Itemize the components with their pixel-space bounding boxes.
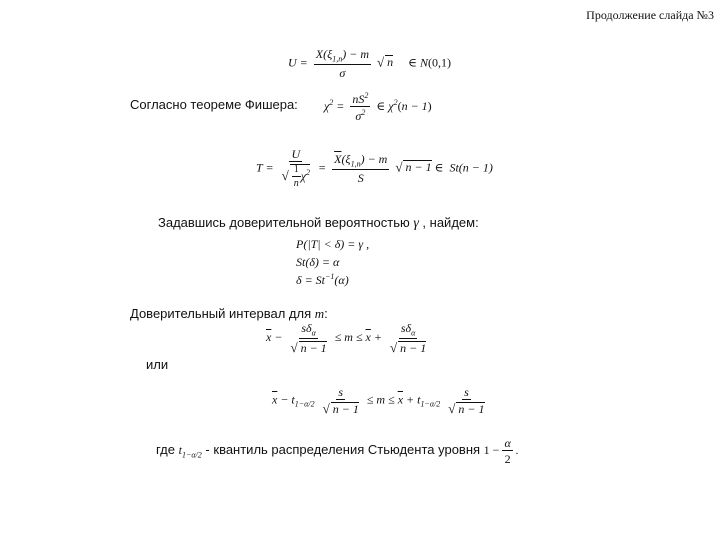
formula-interval-quantile: $\overline{x} - t_{1-\alpha/2}$ $\frac{s}{√ n - 1}$ ≤ $m \le \overline{x} + t_{1-\alpha/2}$ $\frac{s}{√ n - 1}$ xyxy=(272,385,485,416)
formula-chi-square: $\chi^2$ = $\frac{nS^2}{\sigma^2}$ ∈ $\chi^2(n - 1)$ xyxy=(324,91,432,123)
interval-text-label: Доверительный интервал для xyxy=(130,306,312,321)
formula-u-normal: U = $\frac{X(\xi_{1,n}) - m}{\sigma}$ √ n ∈ N(0,1) xyxy=(288,47,452,81)
gamma-symbol: γ xyxy=(413,216,423,231)
interval-colon: : xyxy=(324,306,328,321)
quantile-note-prefix: где xyxy=(156,441,175,457)
quantile-symbol: $t_{1-\alpha/2}$ xyxy=(178,442,202,460)
slide-header: Продолжение слайда №3 xyxy=(586,8,714,22)
or-text: или xyxy=(146,357,169,372)
confidence-text-find: , найдем: xyxy=(422,215,479,230)
interval-text xyxy=(130,306,328,321)
interval-variable: m xyxy=(314,306,325,321)
quantile-level: 1 − $\frac{\alpha}{2}$ . xyxy=(483,436,519,466)
formula-st-delta: St(δ) = α xyxy=(296,255,340,269)
quantile-note-text: квантиль распределения Стьюдента уровня xyxy=(213,441,481,457)
confidence-text xyxy=(158,215,479,231)
fisher-theorem-text: Согласно теореме Фишера: xyxy=(130,97,298,112)
formula-t-student: T = U √ $\frac{1}{n}$ $\chi^2$ = $\frac{\overline{X}(\xi_{1,n}) - m}{S}$ √ n − 1 ∈ St(n − 1) xyxy=(256,147,493,189)
formula-delta-inverse: $\delta = St^{-1}(\alpha)$ xyxy=(296,272,349,287)
formula-probability: P(|T| < δ) = γ , xyxy=(296,237,370,251)
quantile-note: где $t_{1-\alpha/2}$ - квантиль распределения Стьюдента уровня 1 − $\frac{\alpha}{2}$ . xyxy=(156,436,519,466)
formula-interval-delta: $\overline{x}$ − $\frac{s\delta_\alpha}{√ n - 1}$ ≤ $m \le \overline{x}$ + $\frac{s\delta_\alpha}{√ n - 1}$ xyxy=(266,321,427,356)
confidence-text-label: Задавшись доверительной вероятностью xyxy=(158,215,410,230)
